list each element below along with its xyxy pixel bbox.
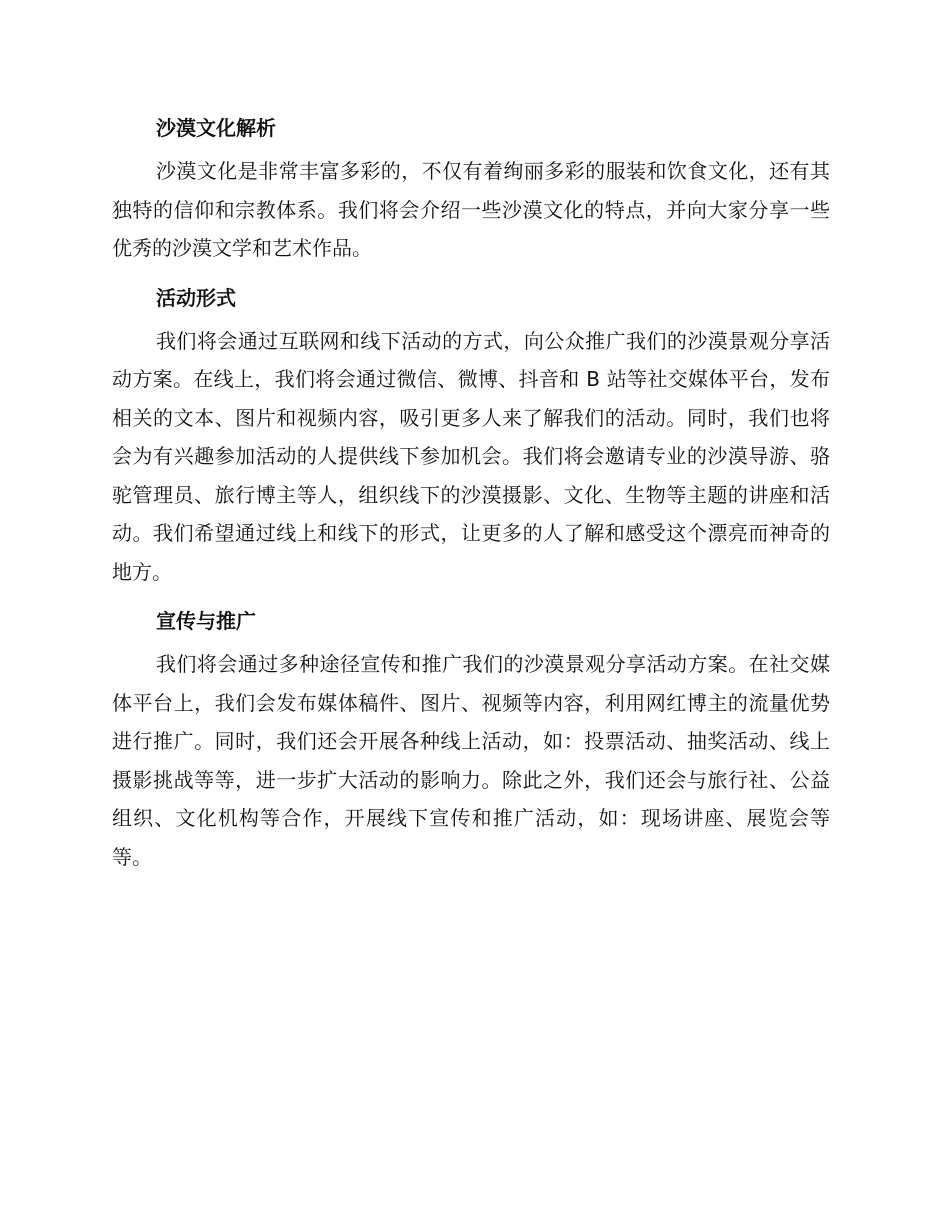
document-page bbox=[112, 104, 830, 882]
section-promotion bbox=[112, 597, 830, 876]
section-heading: 宣传与推广 bbox=[156, 609, 256, 633]
section-activity-format bbox=[112, 274, 830, 592]
section-desert-culture bbox=[112, 104, 830, 268]
section-paragraph: 我们将会通过多种途径宣传和推广我们的沙漠景观分享活动方案。在社交媒体平台上，我们会发布媒体稿件、图片、视频等内容，利用网红博主的流量优势进行推广。同时，我们还会开展各种线上活动，如：投票活动、抽奖活动、线上摄影挑战等等，进一步扩大活动的影响力。除此之外，我们还会与旅行社、公益组织、文化机构等合作，开展线下宣传和推广活动，如：现场讲座、展览会等等。 bbox=[112, 652, 830, 869]
section-heading: 活动形式 bbox=[156, 285, 236, 310]
section-paragraph: 沙漠文化是非常丰富多彩的，不仅有着绚丽多彩的服装和饮食文化，还有其独特的信仰和宗教体系。我们将会介绍一些沙漠文化的特点，并向大家分享一些优秀的沙漠文学和艺术作品。 bbox=[112, 159, 830, 260]
section-heading: 沙漠文化解析 bbox=[156, 116, 276, 140]
section-paragraph: 我们将会通过互联网和线下活动的方式，向公众推广我们的沙漠景观分享活动方案。在线上，我们将会通过微信、微博、抖音和 B 站等社交媒体平台，发布相关的文本、图片和视频内容，吸引更多人来了解我们的活动。同时，我们也将会为有兴趣参加活动的人提供线下参加机会。我们将会邀请专业的沙漠导游、骆驼管理员、旅行博主等人，组织线下的沙漠摄影、文化、生物等主题的讲座和活动。我们希望通过线上和线下的形式，让更多的人了解和感受这个漂亮而神奇的地方。 bbox=[112, 328, 830, 584]
